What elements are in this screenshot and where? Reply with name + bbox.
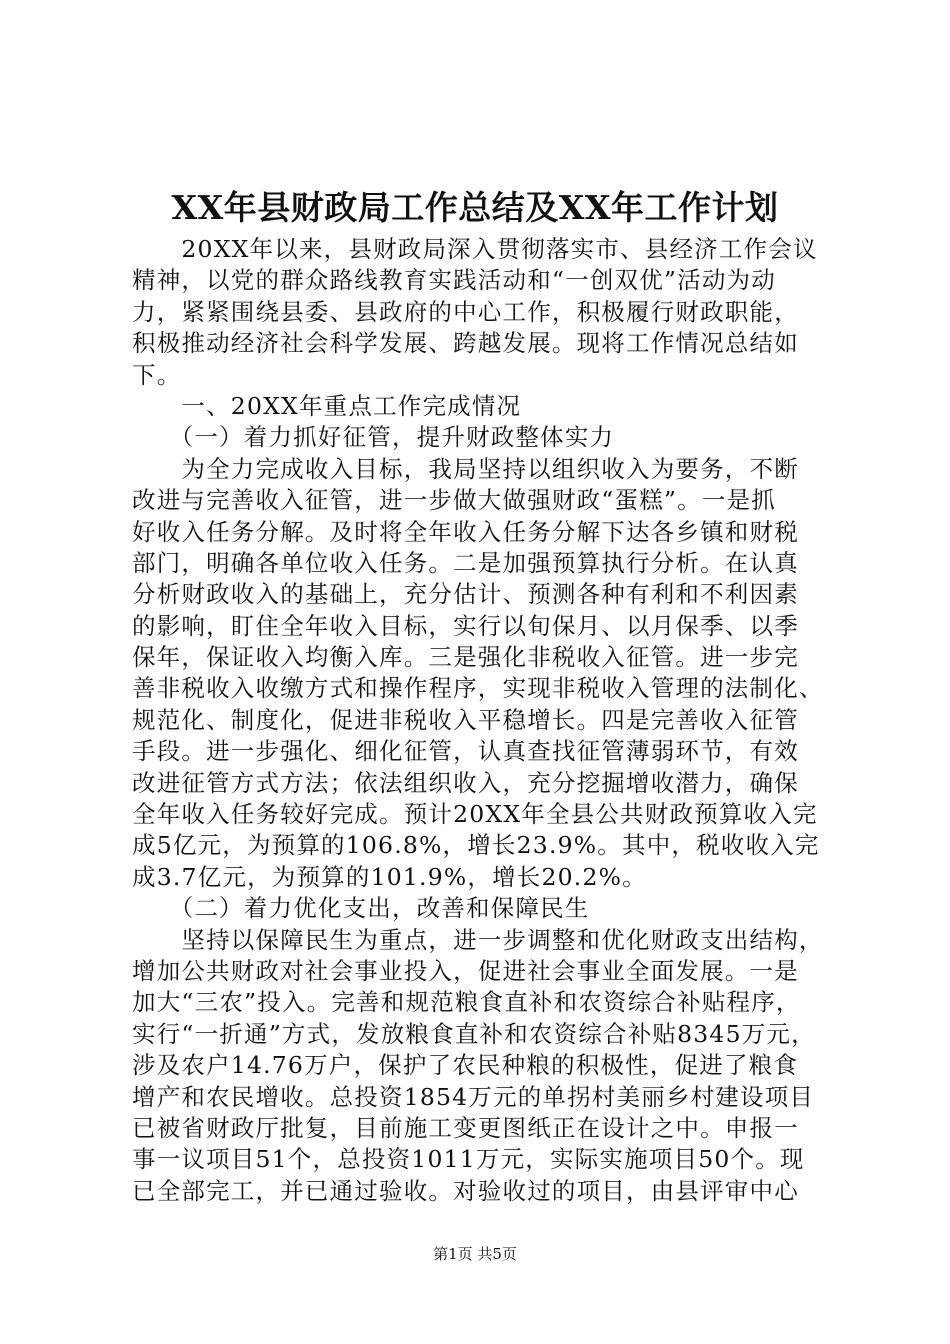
body-line: 成3.7亿元，为预算的101.9%，增长20.2%。 [132,862,647,891]
body-line: 好收入任务分解。及时将全年收入任务分解下达各乡镇和财税 [132,517,799,546]
body-line: 已被省财政厅批复，目前施工变更图纸正在设计之中。申报一 [132,1113,799,1142]
body-line: 改进征管方式方法；依法组织收入，充分挖掘增收潜力，确保 [132,768,799,797]
body-line: 涉及农户14.76万户，保护了农民种粮的积极性，促进了粮食 [132,1051,799,1080]
body-line: 成5亿元，为预算的106.8%，增长23.9%。其中，税收收入完 [132,831,820,860]
body-line: 规范化、制度化，促进非税收入平稳增长。四是完善收入征管 [132,705,799,734]
body-line: 坚持以保障民生为重点，进一步调整和优化财政支出结构， [132,925,824,954]
body-line: 增加公共财政对社会事业投入，促进社会事业全面发展。一是 [132,956,799,985]
document-body [132,234,852,1207]
body-line: 善非税收入收缴方式和操作程序，实现非税收入管理的法制化、 [132,674,824,703]
body-line: 部门，明确各单位收入任务。二是加强预算执行分析。在认真 [132,548,799,577]
body-line: 加大“三农”投入。完善和规范粮食直补和农资综合补贴程序， [132,988,801,1017]
body-line: 的影响，盯住全年收入目标，实行以旬保月、以月保季、以季 [132,611,799,640]
subsection-heading: （一）着力抓好征管，提升财政整体实力 [132,423,615,452]
body-line: 全年收入任务较好完成。预计20XX年全县公共财政预算收入完 [132,800,818,829]
body-line: 为全力完成收入目标，我局坚持以组织收入为要务，不断 [132,454,799,483]
body-line: 实行“一折通”方式，发放粮食直补和农资综合补贴8345万元， [132,1019,816,1048]
body-line: 力，紧紧围绕县委、县政府的中心工作，积极履行财政职能， [132,297,799,326]
body-line: 20XX年以来，县财政局深入贯彻落实市、县经济工作会议 [132,235,818,263]
section-heading: 一、20XX年重点工作完成情况 [132,391,522,420]
body-line: 改进与完善收入征管，进一步做大做强财政“蛋糕”。一是抓 [132,486,776,515]
body-line: 分析财政收入的基础上，充分估计、预测各种有利和不利因素 [132,580,799,609]
body-line: 保年，保证收入均衡入库。三是强化非税收入征管。进一步完 [132,643,799,672]
body-line: 精神，以党的群众路线教育实践活动和“一创双优”活动为动 [132,266,776,295]
page-number-footer: 第1页 共5页 [433,1245,517,1263]
body-line: 积极推动经济社会科学发展、跨越发展。现将工作情况总结如 [132,329,799,358]
body-line: 事一议项目51个，总投资1011万元，实际实施项目50个。现 [132,1145,805,1174]
body-line: 增产和农民增收。总投资1854万元的单拐村美丽乡村建设项目 [132,1082,815,1111]
body-line: 下。 [132,360,182,389]
body-line: 已全部完工，并已通过验收。对验收过的项目，由县评审中心 [132,1176,799,1205]
body-line: 手段。进一步强化、细化征管，认真查找征管薄弱环节，有效 [132,737,799,766]
document-title: XX年县财政局工作总结及XX年工作计划 [171,188,779,227]
subsection-heading: （二）着力优化支出，改善和保障民生 [132,894,590,923]
